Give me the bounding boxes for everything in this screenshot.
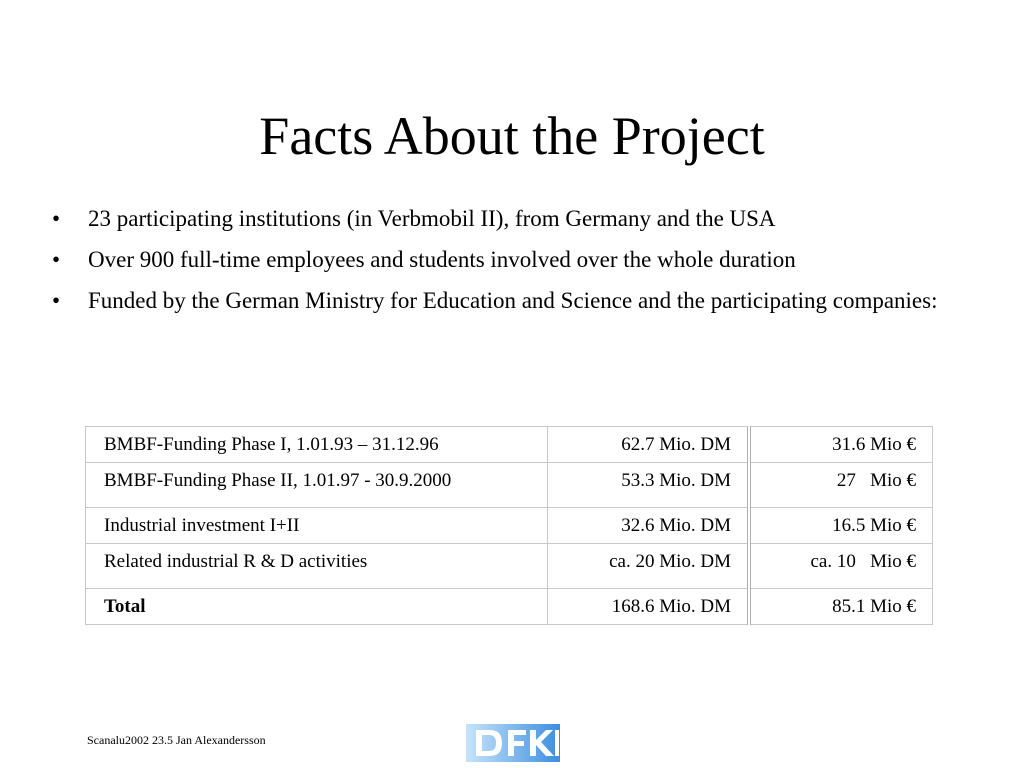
bullet-list (52, 202, 982, 325)
total-dm-cell: 168.6 Mio. DM (548, 589, 750, 625)
slide-title: Facts About the Project (259, 106, 765, 166)
funding-dm-cell: ca. 20 Mio. DM (548, 544, 750, 589)
footer-text: Scanalu2002 23.5 Jan Alexandersson (87, 733, 266, 747)
logo-letter-i (555, 730, 559, 756)
bullet-marker: • (52, 247, 61, 272)
table-row (86, 544, 933, 589)
funding-label-cell: Related industrial R & D activities (86, 544, 548, 589)
bullet-text: 23 participating institutions (in Verbmobil II), from Germany and the USA (88, 206, 776, 231)
funding-dm-cell: 62.7 Mio. DM (548, 427, 750, 463)
bullet-item (52, 243, 982, 277)
funding-dm-cell: 32.6 Mio. DM (548, 508, 750, 544)
bullet-marker: • (52, 288, 61, 313)
bullet-marker: • (52, 206, 61, 231)
total-label-cell: Total (86, 589, 548, 625)
table-row (86, 508, 933, 544)
funding-eur-cell: 31.6 Mio € (749, 427, 933, 463)
table-row (86, 589, 933, 625)
total-eur-cell: 85.1 Mio € (749, 589, 933, 625)
table-row (86, 427, 933, 463)
bullet-item (52, 284, 982, 318)
funding-eur-cell: 16.5 Mio € (749, 508, 933, 544)
funding-label-cell: Industrial investment I+II (86, 508, 548, 544)
dfki-logo-graphic (466, 724, 560, 762)
bullet-text: Over 900 full-time employees and students involved over the whole duration (88, 247, 796, 272)
funding-eur-cell: ca. 10 Mio € (749, 544, 933, 589)
funding-label-cell: BMBF-Funding Phase II, 1.01.97 - 30.9.2000 (86, 463, 548, 508)
bullet-item (52, 202, 982, 236)
bullet-text: Funded by the German Ministry for Education and Science and the participating companies: (88, 288, 938, 313)
dfki-logo (466, 724, 560, 762)
table-row (86, 463, 933, 508)
funding-eur-cell: 27 Mio € (749, 463, 933, 508)
funding-label-cell: BMBF-Funding Phase I, 1.01.93 – 31.12.96 (86, 427, 548, 463)
funding-dm-cell: 53.3 Mio. DM (548, 463, 750, 508)
funding-table (85, 426, 933, 625)
